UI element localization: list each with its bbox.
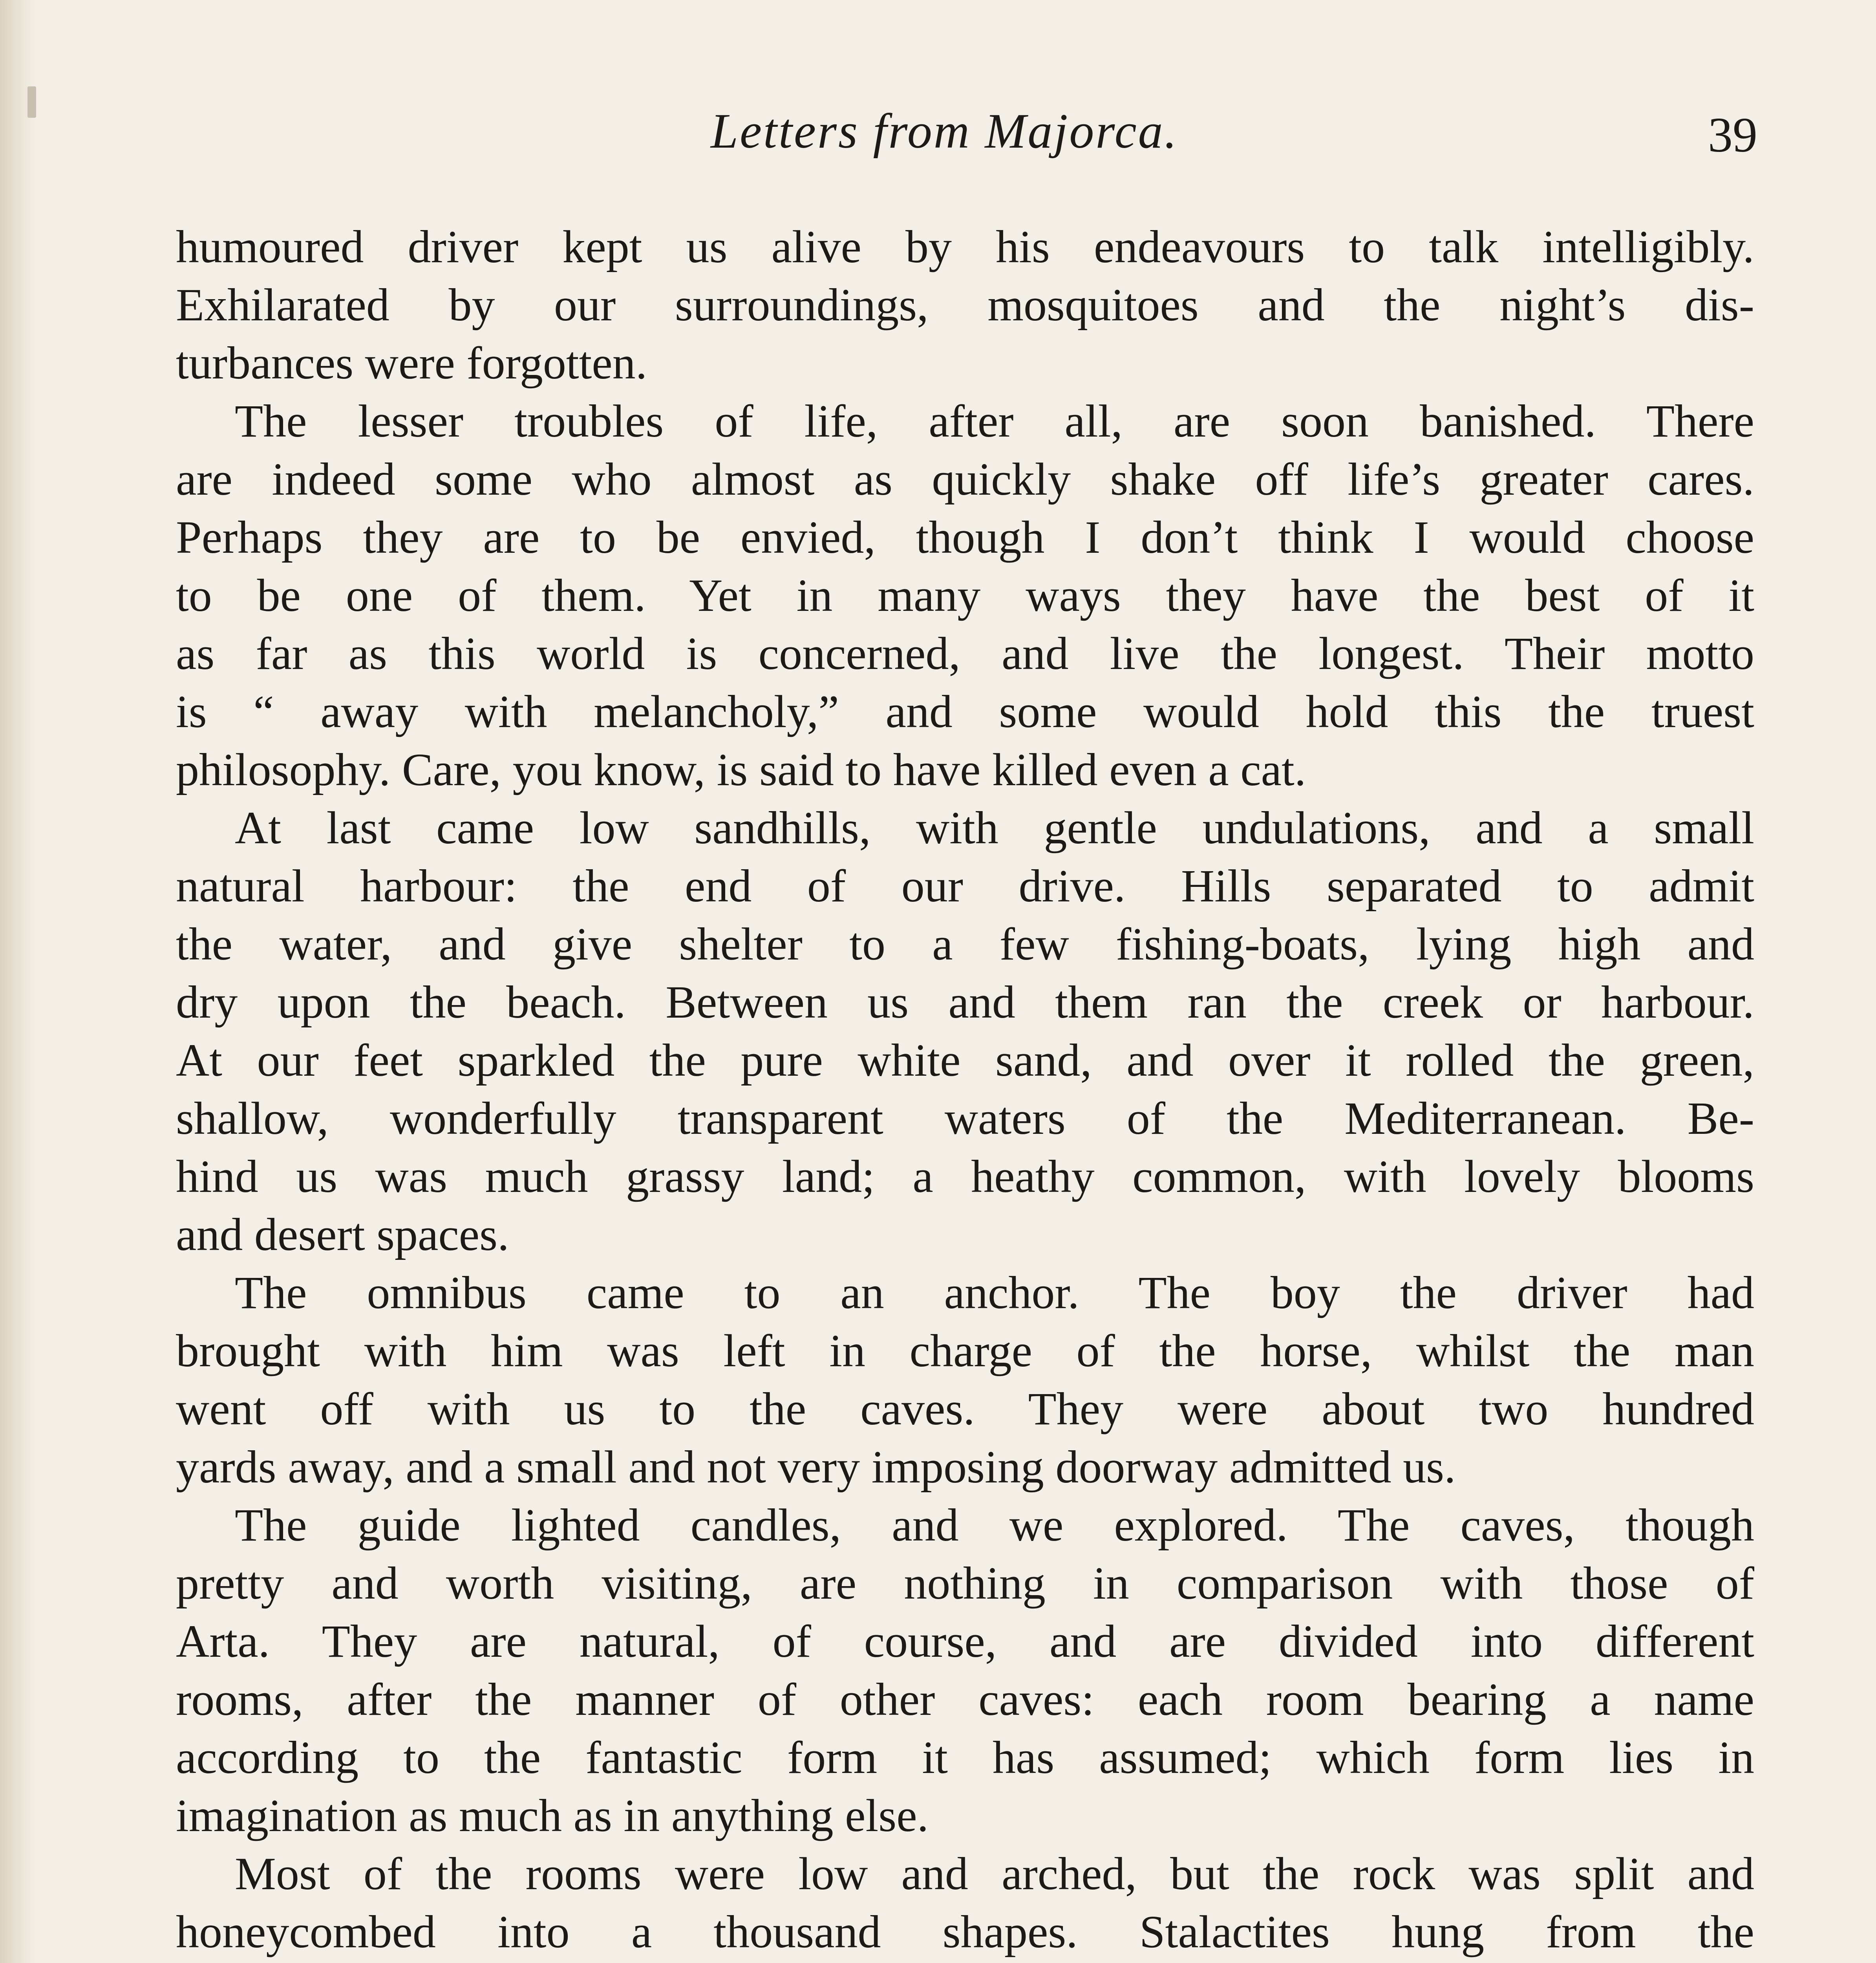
text-line: honeycombed into a thousand shapes. Stalactites hung from the xyxy=(176,1906,1754,1958)
text-line: brought with him was left in charge of the horse, whilst the man xyxy=(176,1325,1754,1376)
page-number: 39 xyxy=(1708,108,1757,163)
text-line: hind us was much grassy land; a heathy common, with lovely blooms xyxy=(176,1151,1754,1202)
text-line: went off with us to the caves. They were about two hundred xyxy=(176,1383,1754,1435)
running-title: Letters from Majorca. xyxy=(711,104,1179,159)
text-line: to be one of them. Yet in many ways they have the best of it xyxy=(176,570,1754,621)
text-line xyxy=(176,1961,1754,1963)
text-line: rooms, after the manner of other caves: each room bearing a name xyxy=(176,1674,1754,1725)
text-line: imagination as much as in anything else. xyxy=(176,1790,929,1841)
text-line: are indeed some who almost as quickly shake off life’s greater cares. xyxy=(176,453,1754,505)
text-line: Exhilarated by our surroundings, mosquitoes and the night’s dis- xyxy=(176,279,1754,331)
text-line: humoured driver kept us alive by his endeavours to talk intelligibly. xyxy=(176,221,1754,272)
text-line: Arta. They are natural, of course, and are divided into different xyxy=(176,1616,1754,1667)
text-line: and desert spaces. xyxy=(176,1209,509,1260)
text-line: yards away, and a small and not very imposing doorway admitted us. xyxy=(176,1441,1456,1493)
text-line: pretty and worth visiting, are nothing in comparison with those of xyxy=(176,1557,1754,1609)
text-line: natural harbour: the end of our drive. Hills separated to admit xyxy=(176,860,1754,912)
text-line: The lesser troubles of life, after all, are soon banished. There xyxy=(235,395,1754,447)
text-line: dry upon the beach. Between us and them ran the creek or harbour. xyxy=(176,976,1754,1028)
text-line: The guide lighted candles, and we explored. The caves, though xyxy=(235,1499,1754,1551)
page-edge xyxy=(0,0,35,1963)
text-line: Perhaps they are to be envied, though I don’t think I would choose xyxy=(176,512,1754,563)
text-line: Most of the rooms were low and arched, but the rock was split and xyxy=(235,1848,1754,1899)
text-line: is “ away with melancholy,” and some would hold this the truest xyxy=(176,686,1754,737)
page-header xyxy=(0,100,1876,163)
text-line: as far as this world is concerned, and live the longest. Their motto xyxy=(176,628,1754,679)
text-line: At last came low sandhills, with gentle undulations, and a small xyxy=(235,802,1754,854)
text-line: At our feet sparkled the pure white sand, and over it rolled the green, xyxy=(176,1035,1754,1086)
text-line: turbances were forgotten. xyxy=(176,337,647,389)
text-line: the water, and give shelter to a few fishing-boats, lying high and xyxy=(176,918,1754,970)
text-line: philosophy. Care, you know, is said to have killed even a cat. xyxy=(176,744,1306,795)
text-line: The omnibus came to an anchor. The boy the driver had xyxy=(235,1267,1754,1318)
body-text xyxy=(176,218,1754,1963)
text-line: according to the fantastic form it has assumed; which form lies in xyxy=(176,1732,1754,1783)
text-line: shallow, wonderfully transparent waters of the Mediterranean. Be- xyxy=(176,1093,1754,1144)
